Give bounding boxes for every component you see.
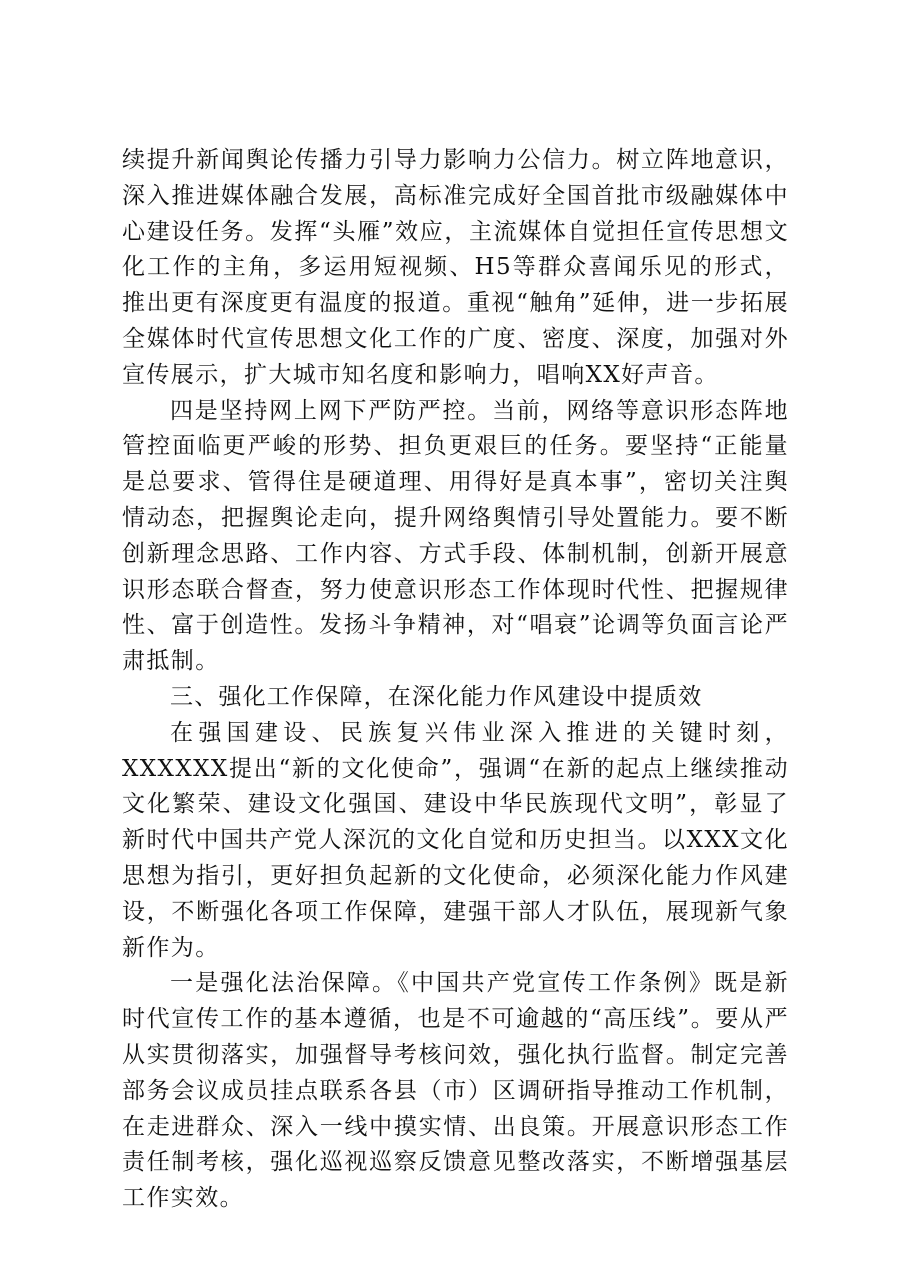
section-heading-three: 三、强化工作保障，在深化能力作风建设中提质效 bbox=[170, 683, 703, 710]
document-body bbox=[122, 143, 789, 1217]
paragraph-point-four: 四是坚持网上网下严防严控。当前，网络等意识形态阵地管控面临更严峻的形势、担负更艰巨的任务。要坚持“正能量是总要求、管得住是硬道理、用得好是真本事”，密切关注舆情动态，把握舆论走向，提升网络舆情引导处置能力。要不断创新理念思路、工作内容、方式手段、体制机制，创新开展意识形态联合督查，努力使意识形态工作体现时代性、把握规律性、富于创造性。发扬斗争精神，对“唱衰”论调等负面言论严肃抵制。 bbox=[122, 397, 789, 675]
paragraph-point-one: 一是强化法治保障。《中国共产党宣传工作条例》既是新时代宣传工作的基本遵循，也是不可逾越的“高压线”。要从严从实贯彻落实，加强督导考核问效，强化执行监督。制定完善部务会议成员挂点联系各县（市）区调研指导推动工作机制，在走进群众、深入一线中摸实情、出良策。开展意识形态工作责任制考核，强化巡视巡察反馈意见整改落实，不断增强基层工作实效。 bbox=[122, 970, 789, 1212]
paragraph-section-intro: 在强国建设、民族复兴伟业深入推进的关键时刻，XXXXXX提出“新的文化使命”，强调“在新的起点上继续推动文化繁荣、建设文化强国、建设中华民族现代文明”，彰显了新时代中国共产党人深沉的文化自觉和历史担当。以XXX文化思想为指引，更好担负起新的文化使命，必须深化能力作风建设，不断强化各项工作保障，建强干部人才队伍，展现新气象新作为。 bbox=[122, 719, 789, 961]
paragraph-continuation: 续提升新闻舆论传播力引导力影响力公信力。树立阵地意识，深入推进媒体融合发展，高标准完成好全国首批市级融媒体中心建设任务。发挥“头雁”效应，主流媒体自觉担任宣传思想文化工作的主角，多运用短视频、H5等群众喜闻乐见的形式，推出更有深度更有温度的报道。重视“触角”延伸，进一步拓展全媒体时代宣传思想文化工作的广度、密度、深度，加强对外宣传展示，扩大城市知名度和影响力，唱响XX好声音。 bbox=[122, 147, 789, 388]
